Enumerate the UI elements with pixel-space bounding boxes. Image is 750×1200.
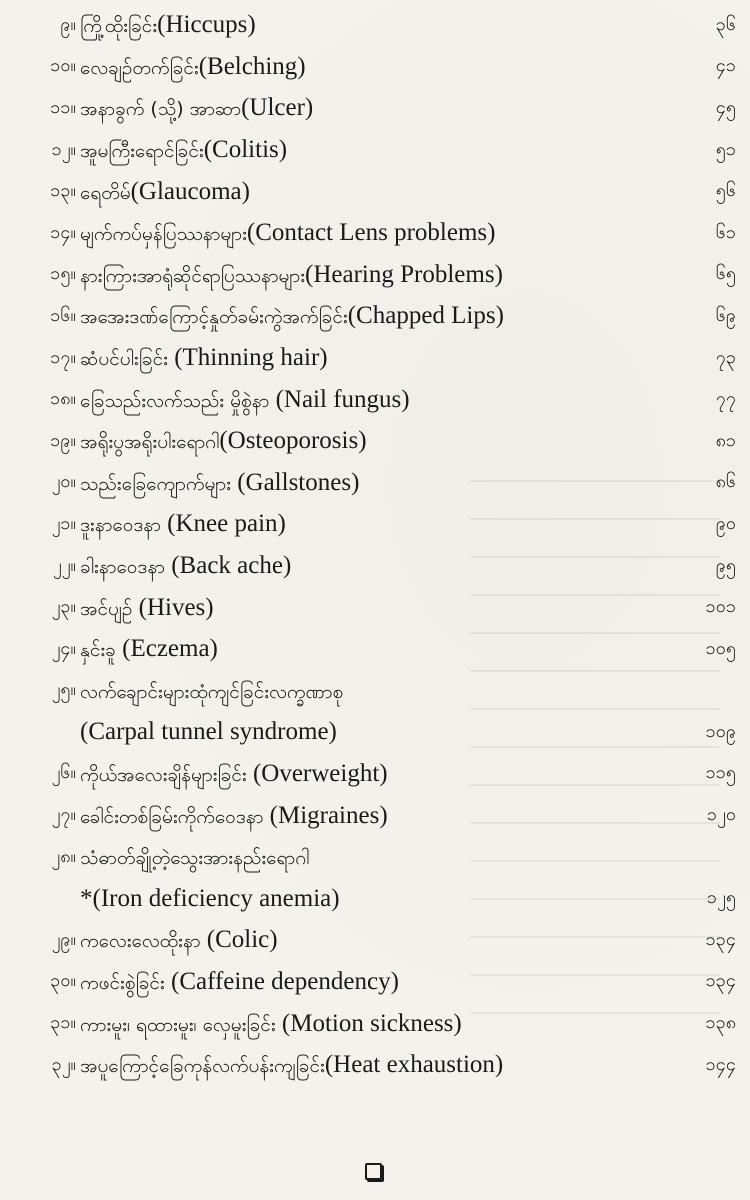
entry-title-english: (Migraines) xyxy=(263,801,388,829)
entry-title-english: (Colitis) xyxy=(203,136,288,164)
entry-title xyxy=(80,12,256,37)
entry-page-number: ၆၅ xyxy=(715,263,736,285)
entry-title xyxy=(80,95,313,120)
entry-number: ၃၀။ xyxy=(50,970,76,992)
entry-title-english: (Ulcer) xyxy=(241,94,314,122)
entry-page-number: ၆၉ xyxy=(715,304,736,326)
entry-title-english: (Heat exhaustion) xyxy=(324,1051,504,1079)
entry-page-number: ၁၄၄ xyxy=(705,1053,736,1075)
toc-entry xyxy=(18,295,736,337)
entry-title xyxy=(80,345,328,370)
entry-page-number: ၉၅ xyxy=(715,554,736,576)
entry-title-english: (Knee pain) xyxy=(160,510,286,538)
entry-title xyxy=(80,511,286,536)
entry-title xyxy=(80,927,278,952)
toc-entry xyxy=(18,1044,736,1086)
entry-number: ၂၇။ xyxy=(51,804,76,826)
entry-title-burmese: အင်ပျဉ် xyxy=(80,597,133,620)
entry-title-english: (Carpal tunnel syndrome) xyxy=(80,718,337,746)
entry-title xyxy=(80,137,287,162)
toc-entry xyxy=(18,1002,736,1044)
entry-title xyxy=(80,553,291,578)
entry-number: ၁၀။ xyxy=(50,55,76,77)
entry-title-burmese: အရိုးပွအရိုးပါးရောဂါ xyxy=(80,431,220,454)
entry-page-number: ၅၁ xyxy=(715,138,736,160)
toc-entry xyxy=(18,753,736,795)
entry-title-english: (Osteoporosis) xyxy=(219,427,367,455)
entry-title-english: (Hiccups) xyxy=(157,11,256,39)
entry-title xyxy=(80,969,399,994)
entry-title xyxy=(80,636,218,661)
entry-number: ၃၂။ xyxy=(51,1053,76,1075)
entry-title xyxy=(80,428,367,453)
entry-number: ၉။ xyxy=(60,13,76,35)
entry-page-number: ၁၂၅ xyxy=(706,887,736,909)
entry-title-burmese: အအေးဒဏ်ကြောင့်နှုတ်ခမ်းကွဲအက်ခြင်း xyxy=(80,306,348,329)
entry-title-burmese: ကိုယ်အလေးချိန်များခြင်း xyxy=(80,763,247,786)
entry-title-burmese: ကဖင်းစွဲခြင်း xyxy=(80,971,165,994)
entry-page-number: ၄၁ xyxy=(715,55,736,77)
toc-entry xyxy=(18,4,736,46)
entry-page-number: ၁၀၁ xyxy=(705,596,736,618)
entry-number: ၁၁။ xyxy=(50,96,76,118)
entry-number: ၂၄။ xyxy=(51,637,76,659)
entry-title xyxy=(80,470,359,495)
table-of-contents xyxy=(18,4,736,1085)
entry-number: ၁၂။ xyxy=(51,138,76,160)
toc-entry xyxy=(18,462,736,504)
entry-title-burmese: ခေါင်းတစ်ခြမ်းကိုက်ဝေဒနာ xyxy=(80,805,264,828)
entry-title-english: (Eczema) xyxy=(115,635,218,663)
entry-title-english: (Motion sickness) xyxy=(275,1009,462,1037)
entry-title-burmese: သံဓာတ်ချို့တဲ့သွေးအားနည်းရောဂါ xyxy=(80,847,310,870)
entry-number: ၁၃။ xyxy=(50,180,76,202)
entry-title-burmese: ကြို့ထိုးခြင်း xyxy=(80,15,158,38)
entry-page-number: ၃၆ xyxy=(715,13,736,35)
entry-title-burmese: ခါးနာဝေဒနာ xyxy=(80,556,165,579)
entry-title-burmese: သည်းခြေကျောက်များ xyxy=(80,472,231,495)
toc-entry xyxy=(18,46,736,88)
toc-entry xyxy=(18,919,736,961)
toc-entry xyxy=(18,420,736,462)
entry-title xyxy=(80,719,337,744)
entry-number: ၁၅။ xyxy=(50,263,76,285)
toc-entry-continuation xyxy=(18,711,736,753)
entry-title-burmese: လက်ချောင်းများထုံကျင်ခြင်းလက္ခဏာစု xyxy=(80,680,344,703)
entry-title-english: *(Iron deficiency anemia) xyxy=(80,884,340,912)
entry-title xyxy=(80,303,504,328)
toc-entry xyxy=(18,836,736,878)
toc-entry xyxy=(18,170,736,212)
entry-page-number: ၆၁ xyxy=(715,221,736,243)
entry-title-english: (Overweight) xyxy=(246,759,388,787)
entry-number: ၂၅။ xyxy=(51,679,76,701)
entry-title xyxy=(80,220,495,245)
entry-title-english: (Hearing Problems) xyxy=(305,260,503,288)
entry-page-number: ၇၃ xyxy=(715,346,736,368)
entry-number: ၂၉။ xyxy=(51,928,76,950)
entry-title-english: (Hives) xyxy=(132,593,214,621)
toc-entry xyxy=(18,503,736,545)
entry-title-english: (Back ache) xyxy=(164,552,292,580)
entry-title-english: (Glaucoma) xyxy=(130,177,250,205)
entry-title xyxy=(80,1052,503,1077)
toc-entry xyxy=(18,794,736,836)
entry-title-burmese: နားကြားအာရုံဆိုင်ရာပြဿနာများ xyxy=(80,264,306,287)
toc-entry xyxy=(18,212,736,254)
entry-number: ၁၆။ xyxy=(50,304,76,326)
entry-title-english: (Thinning hair) xyxy=(167,344,328,372)
entry-title-english: (Colic) xyxy=(200,926,278,954)
entry-page-number: ၈၁ xyxy=(715,429,736,451)
entry-title-english: (Belching) xyxy=(198,52,306,80)
entry-page-number: ၄၅ xyxy=(715,96,736,118)
entry-page-number: ၈၆ xyxy=(715,471,736,493)
toc-entry xyxy=(18,254,736,296)
entry-title xyxy=(80,179,250,204)
entry-title-burmese: အူမကြီးရောင်ခြင်း xyxy=(80,140,204,163)
toc-entry xyxy=(18,87,736,129)
entry-title-english: (Nail fungus) xyxy=(269,385,410,413)
entry-title xyxy=(80,595,214,620)
entry-number: ၂၃။ xyxy=(51,596,76,618)
end-of-section-box-icon xyxy=(365,1163,382,1180)
entry-number: ၂၁။ xyxy=(51,512,76,534)
entry-page-number: ၁၃၄ xyxy=(705,970,736,992)
toc-entry xyxy=(18,586,736,628)
entry-page-number: ၉၀ xyxy=(715,512,736,534)
entry-title-burmese: အပူကြောင့်ခြေကုန်လက်ပန်းကျခြင်း xyxy=(80,1055,325,1078)
toc-entry-continuation xyxy=(18,877,736,919)
entry-title-english: (Chapped Lips) xyxy=(347,302,504,330)
entry-title xyxy=(80,886,340,911)
entry-title-burmese: ကားမူး၊ ရထားမူး၊ လှေမူးခြင်း xyxy=(80,1013,276,1036)
entry-title-burmese: ကလေးလေထိုးနာ xyxy=(80,930,201,953)
entry-title-burmese: အနာခွက် (သို့) အာဆာ xyxy=(80,98,242,121)
entry-number: ၁၉။ xyxy=(50,429,76,451)
entry-title xyxy=(80,803,388,828)
entry-page-number: ၁၃၈ xyxy=(705,1012,736,1034)
entry-title-english: (Contact Lens problems) xyxy=(246,219,496,247)
entry-number: ၂၀။ xyxy=(51,471,76,493)
entry-page-number: ၁၀၉ xyxy=(705,720,736,742)
entry-title-english: (Caffeine dependency) xyxy=(164,967,399,995)
entry-number: ၂၈။ xyxy=(51,845,76,867)
entry-page-number: ၇၇ xyxy=(715,388,736,410)
entry-title-burmese: ဒူးနာဝေဒနာ xyxy=(80,514,161,537)
entry-title-burmese: လေချဉ်တက်ခြင်း xyxy=(80,56,199,79)
entry-page-number: ၅၆ xyxy=(715,180,736,202)
toc-entry xyxy=(18,961,736,1003)
entry-title-burmese: ခြေသည်းလက်သည်း မှိုစွဲနာ xyxy=(80,389,270,412)
entry-number: ၁၈။ xyxy=(50,388,76,410)
entry-page-number: ၁၀၅ xyxy=(705,637,736,659)
entry-number: ၂၆။ xyxy=(51,762,76,784)
entry-title xyxy=(80,1011,462,1036)
entry-page-number: ၁၁၅ xyxy=(705,762,736,784)
entry-title-burmese: နှင်းခူ xyxy=(80,639,116,662)
entry-title xyxy=(80,54,306,79)
entry-title xyxy=(80,387,410,412)
entry-page-number: ၁၂၀ xyxy=(706,804,736,826)
toc-entry xyxy=(18,378,736,420)
entry-title-english: (Gallstones) xyxy=(230,468,360,496)
entry-number: ၃၁။ xyxy=(50,1012,76,1034)
entry-title xyxy=(80,262,503,287)
entry-title xyxy=(80,844,309,869)
entry-number: ၂၂။ xyxy=(52,554,76,576)
entry-title-burmese: ရေတိမ် xyxy=(80,181,131,204)
toc-entry xyxy=(18,337,736,379)
entry-number: ၁၄။ xyxy=(50,221,76,243)
toc-entry xyxy=(18,545,736,587)
entry-title-burmese: ဆံပင်ပါးခြင်း xyxy=(80,348,168,371)
entry-page-number: ၁၃၄ xyxy=(705,928,736,950)
entry-title xyxy=(80,761,388,786)
entry-title-burmese: မျက်ကပ်မှန်ပြဿနာများ xyxy=(80,223,247,246)
entry-title xyxy=(80,678,343,703)
toc-entry xyxy=(18,129,736,171)
entry-number: ၁၇။ xyxy=(50,346,76,368)
toc-entry xyxy=(18,670,736,712)
toc-entry xyxy=(18,628,736,670)
